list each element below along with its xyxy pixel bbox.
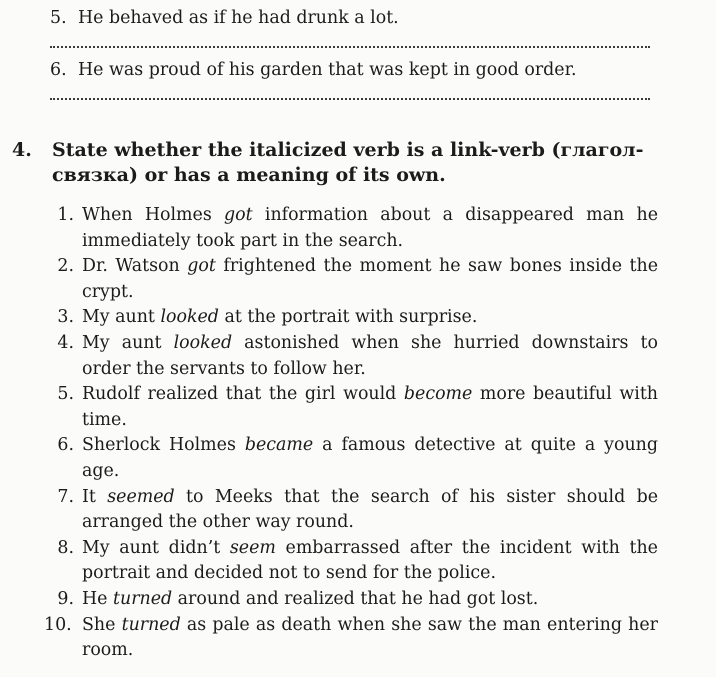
list-item [44, 382, 658, 433]
sentence-end: frightened the moment he saw bones inside the crypt. [82, 256, 659, 302]
exercise-items [44, 203, 658, 664]
item-text [82, 536, 658, 587]
italicized-verb: seem [229, 537, 276, 558]
sentence-end: embarrassed after the incident with the portrait and decided not to send for the police. [82, 537, 658, 584]
italicized-verb: became [244, 435, 314, 456]
italicized-verb: turned [113, 588, 173, 609]
prev-item-6 [50, 60, 577, 80]
sentence-end: information about a disappeared man he immediately took part in the search. [82, 205, 658, 251]
italicized-verb: got [224, 205, 253, 225]
list-item [44, 203, 658, 254]
sentence-start: My aunt [82, 307, 161, 328]
item-text [82, 331, 658, 382]
sentence-end: at the portrait with surprise. [218, 307, 478, 328]
exercise-number: 4. [12, 139, 32, 161]
item-number: 6. [57, 435, 74, 456]
prev-item-5 [50, 8, 399, 28]
item-number: 10. [44, 614, 72, 635]
list-item [44, 587, 658, 613]
sentence-end: astonished when she hurried downstairs to order the servants to follow her. [82, 332, 659, 379]
sentence-start: It [82, 486, 108, 507]
sentence-end: more beautiful with time. [82, 384, 659, 430]
list-item [44, 254, 658, 305]
item-number: 3. [57, 307, 74, 328]
sentence-end: to Meeks that the search of his sister should be arranged the other way round. [82, 486, 659, 533]
item-number: 1. [57, 205, 74, 225]
item-text: He behaved as if he had drunk a lot. [78, 8, 399, 28]
italicized-verb: turned [121, 614, 181, 635]
answer-line [50, 98, 650, 100]
italicized-verb: become [403, 384, 473, 405]
italicized-verb: looked [173, 332, 233, 353]
item-text [82, 433, 658, 484]
sentence-end: around and realized that he had got lost. [172, 588, 539, 609]
list-item [44, 305, 658, 331]
item-text [82, 613, 658, 664]
list-item [44, 536, 658, 587]
list-item [44, 433, 658, 484]
sentence-start: Sherlock Holmes [82, 435, 245, 456]
item-number: 5. [50, 8, 67, 28]
answer-line [50, 46, 650, 48]
sentence-start: When Holmes [82, 205, 225, 225]
item-text [82, 254, 658, 305]
item-number: 2. [57, 256, 74, 277]
item-text: He was proud of his garden that was kept in good order. [78, 60, 577, 80]
item-text [82, 382, 658, 433]
italicized-verb: looked [160, 307, 219, 328]
italicized-verb: got [187, 256, 216, 277]
item-number: 8. [57, 537, 74, 558]
sentence-start: She [82, 614, 122, 635]
item-text [82, 305, 658, 331]
sentence-start: My aunt [82, 332, 174, 353]
sentence-end: as pale as death when she saw the man entering her room. [82, 614, 658, 661]
list-item [44, 485, 658, 536]
sentence-start: Dr. Watson [82, 256, 188, 277]
sentence-start: Rudolf realized that the girl would [82, 384, 404, 405]
item-number: 7. [57, 486, 74, 507]
item-number: 9. [57, 588, 74, 609]
item-text [82, 203, 658, 254]
sentence-start: My aunt didn’t [82, 537, 230, 558]
exercise-title: State whether the italicized verb is a link-verb (глагол-связка) or has a meaning of its own. [52, 139, 644, 186]
italicized-verb: seemed [107, 486, 175, 507]
list-item [44, 331, 658, 382]
sentence-start: He [82, 588, 113, 609]
list-item [44, 613, 658, 664]
item-number: 5. [57, 384, 74, 405]
item-text [82, 485, 658, 536]
sentence-end: a famous detective at quite a young age. [82, 435, 658, 481]
item-number: 4. [57, 332, 74, 353]
item-number: 6. [50, 60, 67, 80]
item-text [82, 587, 658, 613]
